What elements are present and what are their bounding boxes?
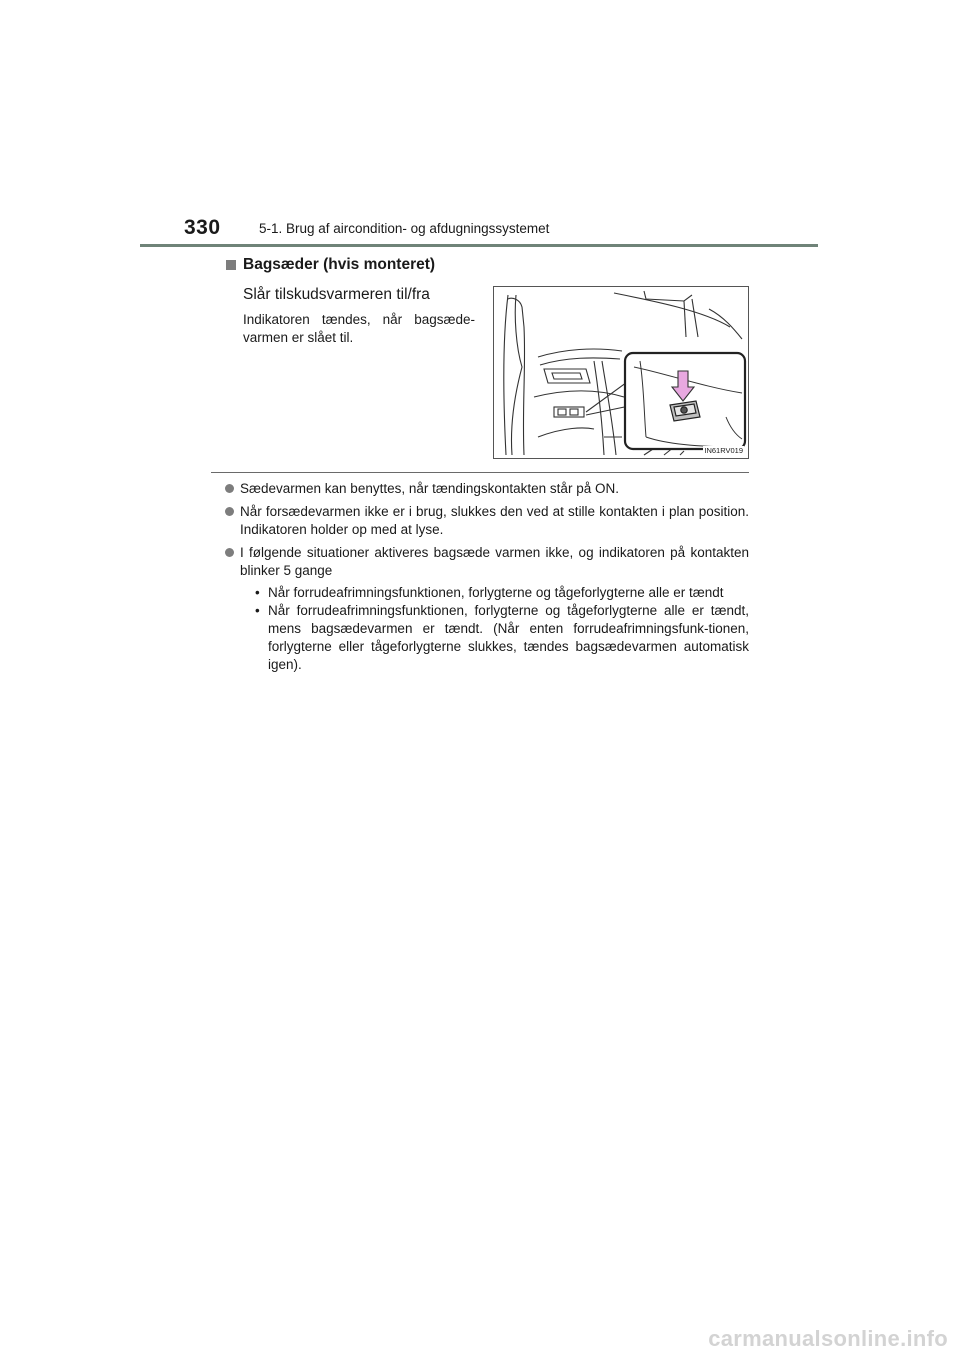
list-item [224, 480, 749, 498]
action-text: Slår tilskudsvarmeren til/fra [243, 286, 430, 303]
sub-list-item-text: Når forrudeafrimningsfunktionen, forlygterne og tågeforlygterne alle er tændt, mens bagsædevarmen er tændt. (Når enten forrudeafrimningsfunk-tionen, forlygterne eller tågeforlygterne slukkes, tændes bagsædevarmen automatisk igen). [268, 603, 749, 672]
section-title: 5-1. Brug af aircondition- og afdugningssystemet [259, 221, 550, 236]
sub-list-item [240, 602, 749, 674]
sub-bullet-marker: • [255, 585, 260, 600]
note-text: Indikatoren tændes, når bagsæde-varmen er slået til. [243, 312, 475, 345]
figure-code: IN61RV019 [704, 446, 743, 455]
subsection-heading [226, 256, 435, 274]
sub-list [240, 584, 749, 674]
list-item-text: I følgende situationer aktiveres bagsæde varmen ikke, og indikatoren på kontakten blinker 5 gange [240, 545, 749, 578]
square-bullet-icon [226, 260, 236, 270]
list-item [224, 544, 749, 674]
car-interior-drawing [494, 287, 750, 460]
subsection-heading-text: Bagsæder (hvis monteret) [243, 256, 436, 273]
sub-bullet-marker: • [255, 603, 260, 618]
bullet-dot-icon [225, 484, 234, 493]
watermark: carmanualsonline.info [708, 1326, 948, 1351]
bullet-dot-icon [225, 507, 234, 516]
list-item-text: Sædevarmen kan benyttes, når tændingskontakten står på ON. [240, 481, 619, 496]
section-divider [211, 472, 749, 473]
header-rule [140, 244, 818, 247]
rear-seat-heater-illustration [493, 286, 749, 459]
sub-list-item [240, 584, 749, 602]
page-number: 330 [184, 216, 221, 239]
bullet-dot-icon [225, 548, 234, 557]
notes-list [224, 480, 749, 679]
list-item [224, 503, 749, 539]
sub-list-item-text: Når forrudeafrimningsfunktionen, forlygterne og tågeforlygterne alle er tændt [268, 585, 724, 600]
list-item-text: Når forsædevarmen ikke er i brug, slukkes den ved at stille kontakten i plan position. Indikatoren holder op med at lyse. [240, 504, 749, 537]
